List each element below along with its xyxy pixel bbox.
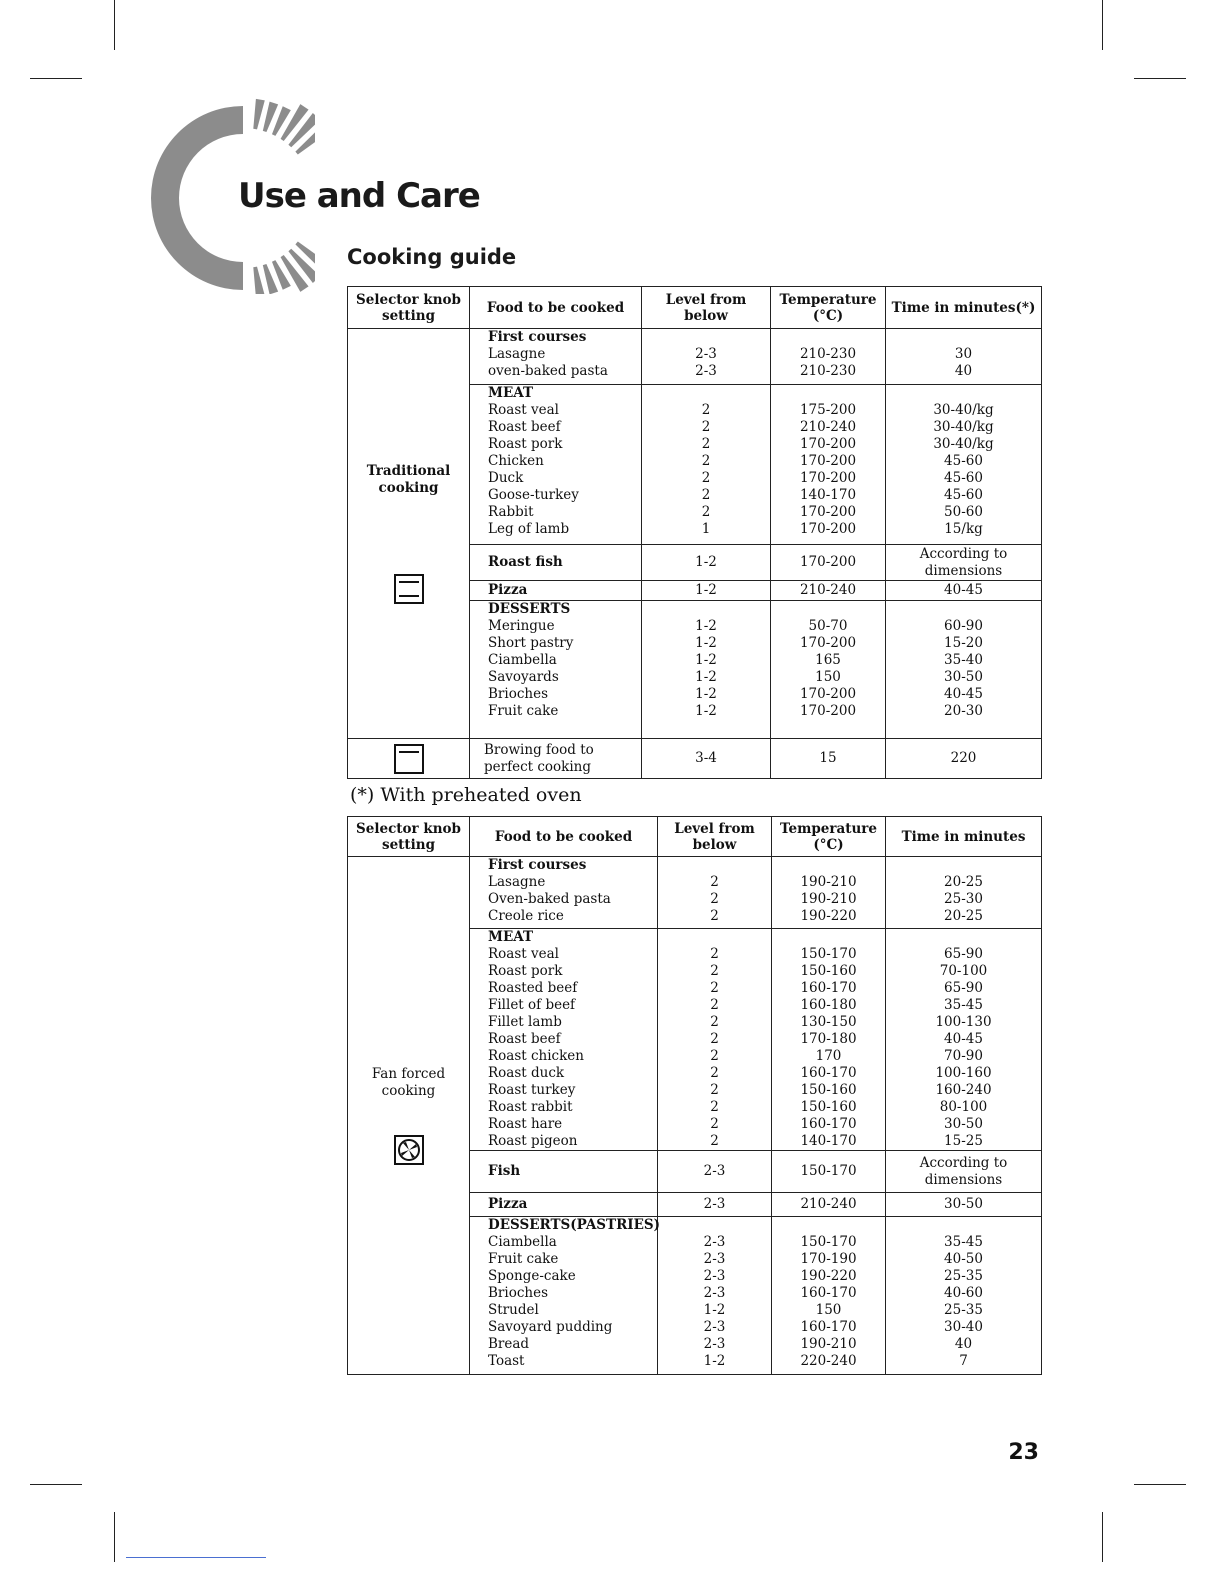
food-item: Roast pork: [488, 436, 563, 452]
spacer: [662, 857, 767, 874]
value-level: 2: [710, 1116, 719, 1132]
value-temp: 140-170: [799, 487, 857, 503]
value-level: 2: [710, 997, 719, 1013]
food-item: Roast duck: [488, 1065, 565, 1081]
food-item: Fruit cake: [488, 703, 559, 719]
value-time: 35-45: [944, 997, 983, 1013]
spacer: [646, 385, 766, 402]
value-temp: 150-160: [800, 1082, 857, 1098]
value-temp: 210-240: [799, 419, 857, 435]
food-item: Rabbit: [488, 504, 534, 520]
value-level: 1-2: [695, 635, 717, 651]
value-level: 1-2: [695, 582, 717, 598]
spacer: [890, 1217, 1037, 1234]
cell-temp: [772, 1217, 886, 1375]
value-time: 30-50: [944, 1196, 983, 1212]
food-item: Roast turkey: [488, 1082, 576, 1098]
food-item: Brioches: [488, 686, 548, 702]
value-time: 80-100: [939, 1099, 988, 1115]
value-temp: 160-170: [800, 1065, 857, 1081]
value-temp: 170-200: [799, 703, 857, 719]
cell-level: [658, 929, 772, 1151]
value-temp: 170-180: [800, 1031, 857, 1047]
food-group-title: Pizza: [488, 1196, 528, 1212]
cell-temp: [771, 385, 886, 545]
food-group-title: DESSERTS: [488, 601, 571, 617]
food-group-cell: [470, 929, 658, 1151]
value-time: 45-60: [944, 453, 983, 469]
cell-time: [886, 1193, 1042, 1217]
value-time: 40: [954, 1336, 973, 1352]
cell-temp: [772, 857, 886, 929]
cell-temp: [771, 581, 886, 601]
value-time: 40: [954, 363, 973, 379]
cell-level: [642, 545, 771, 581]
value-temp: 190-210: [800, 1336, 857, 1352]
food-item: Chicken: [488, 453, 544, 469]
food-item: Roast chicken: [488, 1048, 584, 1064]
column-header: Level from below: [658, 817, 772, 857]
cell-level: [658, 1217, 772, 1375]
spacer: [776, 857, 881, 874]
value-temp: 140-170: [800, 1133, 857, 1149]
value-level: 1-2: [695, 554, 717, 570]
value-level: 2: [701, 419, 711, 435]
value-level: 2: [710, 963, 719, 979]
value-temp: 220-240: [800, 1353, 857, 1369]
cell-level: [642, 385, 771, 545]
value-time: 15/kg: [944, 521, 983, 537]
food-item: Ciambella: [488, 1234, 557, 1250]
spacer: [646, 329, 766, 346]
value-temp: 175-200: [799, 402, 857, 418]
value-temp: 170-200: [799, 635, 857, 651]
value-level: 2: [710, 946, 719, 962]
value-time: 45-60: [944, 470, 983, 486]
food-item: Fillet lamb: [488, 1014, 562, 1030]
value-temp: 210-240: [799, 582, 857, 598]
spacer: [662, 1217, 767, 1234]
food-item: Short pastry: [488, 635, 574, 651]
value-temp: 170-200: [799, 554, 857, 570]
cooking-table-traditional: [347, 286, 1042, 779]
value-level: 2-3: [703, 1268, 726, 1284]
cell-time: [886, 581, 1042, 601]
value-temp: 170-190: [800, 1251, 857, 1267]
value-level: 2-3: [695, 363, 717, 379]
food-item: Fillet of beef: [488, 997, 576, 1013]
food-item: Roast hare: [488, 1116, 563, 1132]
value-temp: 165: [815, 652, 841, 668]
crop-mark: [1102, 1512, 1103, 1562]
value-level: 1-2: [703, 1302, 726, 1318]
selector-knob-cell: [348, 857, 470, 1375]
crop-mark: [114, 1512, 115, 1562]
value-time: 20-25: [944, 874, 983, 890]
table-row: [348, 739, 1042, 779]
column-header: Food to be cooked: [470, 817, 658, 857]
food-item: Roast beef: [488, 419, 561, 435]
value-level: 2-3: [703, 1196, 726, 1212]
cell-time: [886, 1217, 1042, 1375]
cell-time: [886, 929, 1042, 1151]
cell-level: [658, 1151, 772, 1193]
value-time: 65-90: [944, 980, 983, 996]
value-temp: 150-170: [800, 1234, 857, 1250]
spacer: [775, 385, 881, 402]
food-item: Roast rabbit: [488, 1099, 573, 1115]
food-item: Sponge-cake: [488, 1268, 576, 1284]
oven-top-bottom-heat-icon: [393, 573, 425, 605]
value-level: 2: [710, 980, 719, 996]
food-item: Bread: [488, 1336, 530, 1352]
food-item: Creole rice: [488, 908, 564, 924]
food-group-title: MEAT: [488, 385, 534, 401]
column-header: Time in minutes(*): [886, 287, 1042, 329]
value-level: 2: [710, 874, 719, 890]
cell-temp: [771, 329, 886, 385]
value-temp: 130-150: [800, 1014, 857, 1030]
value-time: 60-90: [944, 618, 983, 634]
cell-time: [886, 329, 1042, 385]
value-level: 2: [701, 453, 711, 469]
value-level: 2: [710, 1065, 719, 1081]
cell-temp: [771, 739, 886, 779]
column-header: Time in minutes: [886, 817, 1042, 857]
value-time: 30-50: [944, 1116, 983, 1132]
value-level: 1-2: [703, 1353, 726, 1369]
value-time: 35-40: [944, 652, 983, 668]
food-group-cell: [470, 1193, 658, 1217]
value-temp: 170: [815, 1048, 842, 1064]
value-temp: 190-210: [800, 874, 857, 890]
spacer: [646, 601, 766, 618]
value-time: 30-40/kg: [933, 402, 994, 418]
value-time: 30-50: [944, 669, 983, 685]
food-item: Lasagne: [488, 346, 546, 362]
value-level: 2: [701, 402, 711, 418]
value-time: 70-90: [944, 1048, 983, 1064]
value-temp: 160-170: [800, 1285, 857, 1301]
value-level: 2: [710, 1082, 719, 1098]
value-time: 100-160: [935, 1065, 992, 1081]
spacer: [775, 601, 881, 618]
value-time: 30-40: [944, 1319, 983, 1335]
column-header: Temperature (°C): [771, 287, 886, 329]
food-item: Goose-turkey: [488, 487, 579, 503]
value-time: 160-240: [935, 1082, 992, 1098]
value-temp: 150-170: [800, 1163, 857, 1179]
food-item: Roast pork: [488, 963, 563, 979]
food-group-cell: [470, 545, 642, 581]
selector-knob-cell: [348, 329, 470, 739]
value-temp: 150: [815, 1302, 842, 1318]
value-time: 65-90: [944, 946, 983, 962]
value-level: 2: [710, 891, 719, 907]
spacer: [776, 929, 881, 946]
food-item: Meringue: [488, 618, 555, 634]
food-group-title: Roast fish: [488, 554, 563, 570]
value-level: 3-4: [695, 750, 717, 766]
food-group-title: Fish: [488, 1163, 521, 1179]
selector-setting-label: Fan forced cooking: [371, 1065, 446, 1099]
value-temp: 15: [819, 750, 837, 766]
value-temp: 210-230: [799, 346, 857, 362]
food-item: Leg of lamb: [488, 521, 570, 537]
food-group-cell: [470, 739, 642, 779]
table-row: [348, 857, 1042, 929]
value-time: 30-40/kg: [933, 436, 994, 452]
spacer: [890, 929, 1037, 946]
column-header: Selector knob setting: [348, 287, 470, 329]
value-level: 2: [710, 908, 719, 924]
column-header: Temperature (°C): [772, 817, 886, 857]
food-item: Roast veal: [488, 402, 559, 418]
cell-time: [886, 545, 1042, 581]
cell-level: [658, 857, 772, 929]
cell-time: [886, 1151, 1042, 1193]
value-time: 40-45: [944, 582, 983, 598]
food-item: Strudel: [488, 1302, 539, 1318]
spacer: [890, 857, 1037, 874]
value-time: 25-35: [944, 1268, 983, 1284]
food-item: Lasagne: [488, 874, 546, 890]
preheat-note: (*) With preheated oven: [350, 784, 582, 806]
selector-setting-label: Traditional cooking: [366, 462, 451, 496]
cell-time: [886, 385, 1042, 545]
food-item: Roast pigeon: [488, 1133, 578, 1149]
value-time: 50-60: [944, 504, 983, 520]
cell-level: [642, 329, 771, 385]
food-item: Browing food to perfect cooking: [484, 741, 594, 775]
value-temp: 160-180: [800, 997, 857, 1013]
food-group-cell: [470, 329, 642, 385]
crop-mark: [1134, 78, 1186, 79]
cell-temp: [772, 929, 886, 1151]
oven-fan-icon: [393, 1134, 425, 1166]
food-group-title: First courses: [488, 329, 587, 345]
value-level: 2-3: [703, 1319, 726, 1335]
value-temp: 150-170: [800, 946, 857, 962]
value-temp: 170-200: [799, 686, 857, 702]
value-time: 25-35: [944, 1302, 983, 1318]
footer-rule: [126, 1557, 266, 1558]
cell-time: [886, 739, 1042, 779]
cell-time: [886, 857, 1042, 929]
food-group-cell: [470, 1217, 661, 1375]
value-level: 2-3: [703, 1251, 726, 1267]
value-temp: 170-200: [799, 521, 857, 537]
value-temp: 170-200: [799, 453, 857, 469]
value-temp: 190-220: [800, 1268, 857, 1284]
spacer: [890, 601, 1037, 618]
value-time: 30: [954, 346, 973, 362]
cell-temp: [772, 1193, 886, 1217]
value-time: 40-60: [944, 1285, 983, 1301]
value-temp: 160-170: [800, 1319, 857, 1335]
value-time: According to dimensions: [919, 545, 1008, 579]
value-time: 7: [959, 1353, 968, 1369]
spacer: [890, 329, 1037, 346]
value-time: According to dimensions: [919, 1154, 1008, 1188]
food-item: Oven-baked pasta: [488, 891, 611, 907]
cell-temp: [771, 545, 886, 581]
cell-time: [886, 601, 1042, 739]
value-temp: 160-170: [800, 980, 857, 996]
spacer: [776, 1217, 881, 1234]
value-level: 1-2: [695, 703, 717, 719]
food-group-cell: [470, 581, 642, 601]
value-level: 2-3: [703, 1336, 726, 1352]
value-time: 70-100: [939, 963, 988, 979]
value-temp: 170-200: [799, 504, 857, 520]
value-temp: 210-240: [800, 1196, 857, 1212]
crop-mark: [30, 78, 82, 79]
value-temp: 150-160: [800, 963, 857, 979]
value-temp: 160-170: [800, 1116, 857, 1132]
column-header: Level from below: [642, 287, 771, 329]
food-group-title: DESSERTS(PASTRIES): [488, 1217, 661, 1233]
food-item: Duck: [488, 470, 524, 486]
value-temp: 190-220: [800, 908, 857, 924]
value-time: 20-30: [944, 703, 983, 719]
sub-title: Cooking guide: [347, 245, 517, 269]
food-group-cell: [470, 857, 658, 929]
food-item: Savoyards: [488, 669, 559, 685]
value-level: 2-3: [703, 1234, 726, 1250]
food-group-title: First courses: [488, 857, 587, 873]
value-temp: 190-210: [800, 891, 857, 907]
value-temp: 170-200: [799, 470, 857, 486]
value-level: 1-2: [695, 669, 717, 685]
crop-mark: [30, 1484, 82, 1485]
oven-top-element-icon: [393, 743, 425, 775]
cell-level: [642, 739, 771, 779]
value-level: 1-2: [695, 652, 717, 668]
page-number: 23: [1008, 1440, 1039, 1465]
food-group-cell: [470, 385, 642, 545]
value-level: 2: [710, 1133, 719, 1149]
value-level: 2: [710, 1031, 719, 1047]
section-title: Use and Care: [238, 176, 480, 216]
food-item: Ciambella: [488, 652, 557, 668]
value-time: 40-45: [944, 1031, 983, 1047]
value-time: 30-40/kg: [933, 419, 994, 435]
value-level: 2: [701, 436, 711, 452]
value-level: 2: [701, 470, 711, 486]
value-level: 1: [701, 521, 711, 537]
value-time: 25-30: [944, 891, 983, 907]
food-item: Fruit cake: [488, 1251, 559, 1267]
food-item: Savoyard pudding: [488, 1319, 613, 1335]
value-level: 2: [710, 1048, 719, 1064]
crop-mark: [1102, 0, 1103, 50]
value-time: 15-25: [944, 1133, 983, 1149]
column-header: Selector knob setting: [348, 817, 470, 857]
food-group-title: MEAT: [488, 929, 534, 945]
food-item: Brioches: [488, 1285, 548, 1301]
column-header: Food to be cooked: [470, 287, 642, 329]
food-group-cell: [470, 601, 642, 739]
value-level: 2: [710, 1099, 719, 1115]
cell-level: [658, 1193, 772, 1217]
value-time: 100-130: [935, 1014, 992, 1030]
value-temp: 150-160: [800, 1099, 857, 1115]
value-time: 40-50: [944, 1251, 983, 1267]
spacer: [662, 929, 767, 946]
crop-mark: [1134, 1484, 1186, 1485]
food-item: Roast veal: [488, 946, 559, 962]
cooking-table-fan: [347, 816, 1042, 1375]
value-temp: 150: [815, 669, 841, 685]
value-level: 2-3: [703, 1285, 726, 1301]
food-item: Roasted beef: [488, 980, 578, 996]
value-level: 2-3: [703, 1163, 726, 1179]
cell-temp: [772, 1151, 886, 1193]
food-item: Toast: [488, 1353, 525, 1369]
value-temp: 50-70: [808, 618, 848, 634]
value-level: 2-3: [695, 346, 717, 362]
cell-level: [642, 581, 771, 601]
value-level: 1-2: [695, 686, 717, 702]
value-temp: 210-230: [799, 363, 857, 379]
food-item: Roast beef: [488, 1031, 561, 1047]
value-level: 2: [710, 1014, 719, 1030]
value-level: 1-2: [695, 618, 717, 634]
value-time: 35-45: [944, 1234, 983, 1250]
value-temp: 170-200: [799, 436, 857, 452]
selector-knob-cell: [348, 739, 470, 779]
table-row: [348, 329, 1042, 385]
value-time: 20-25: [944, 908, 983, 924]
value-time: 45-60: [944, 487, 983, 503]
crop-mark: [114, 0, 115, 50]
food-item: oven-baked pasta: [488, 363, 608, 379]
value-level: 2: [701, 504, 711, 520]
cell-level: [642, 601, 771, 739]
value-time: 220: [950, 750, 977, 766]
value-time: 15-20: [944, 635, 983, 651]
value-time: 40-45: [944, 686, 983, 702]
spacer: [890, 385, 1037, 402]
food-group-cell: [470, 1151, 658, 1193]
value-level: 2: [701, 487, 711, 503]
food-group-title: Pizza: [488, 582, 528, 598]
spacer: [775, 329, 881, 346]
cell-temp: [771, 601, 886, 739]
